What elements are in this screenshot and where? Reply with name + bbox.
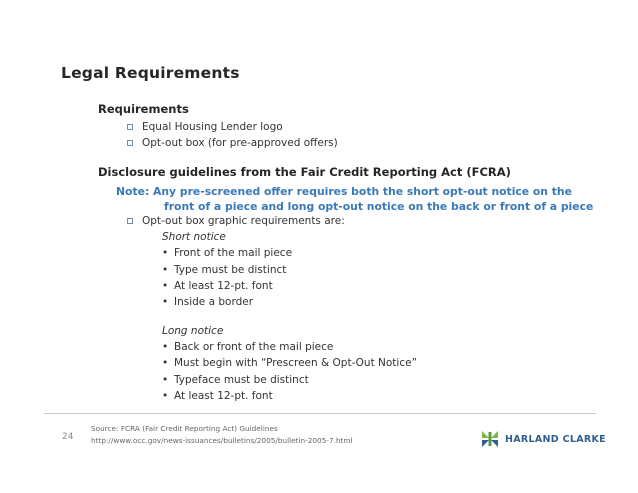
list-item-text: Equal Housing Lender logo (142, 121, 283, 133)
long-notice-label: Long notice (162, 325, 224, 337)
square-bullet-icon (127, 140, 133, 146)
square-bullet-icon (127, 218, 133, 224)
bullet-icon: • (162, 341, 169, 353)
short-notice-item: • Inside a border (162, 296, 254, 308)
list-item (127, 215, 345, 227)
bullet-icon: • (162, 296, 169, 308)
bullet-icon: • (162, 264, 169, 276)
footer-divider (44, 413, 596, 414)
harland-clarke-logo (480, 429, 606, 449)
bullet-icon: • (162, 374, 169, 386)
list-item-text: Opt-out box graphic requirements are: (142, 215, 345, 227)
long-notice-item: • Typeface must be distinct (162, 374, 309, 386)
disclosure-heading: Disclosure guidelines from the Fair Credit Reporting Act (FCRA) (98, 165, 511, 179)
list-item (127, 137, 338, 149)
long-notice-item: • At least 12-pt. font (162, 390, 273, 402)
short-notice-item: • Front of the mail piece (162, 247, 293, 259)
bullet-icon: • (162, 390, 169, 402)
harland-clarke-logo-icon (480, 429, 500, 449)
logo-text: HARLAND CLARKE (505, 433, 606, 445)
list-item (127, 121, 283, 133)
long-notice-item: • Must begin with “Prescreen & Opt-Out Notice” (162, 357, 418, 369)
source-url: http://www.occ.gov/news-issuances/bulletins/2005/bulletin-2005-7.html (91, 436, 353, 445)
list-item-text: Opt-out box (for pre-approved offers) (142, 137, 338, 149)
bullet-icon: • (162, 357, 169, 369)
short-notice-label: Short notice (162, 231, 226, 243)
long-notice-item: • Back or front of the mail piece (162, 341, 334, 353)
requirements-heading: Requirements (98, 102, 189, 116)
note-line-1: Note: Any pre-screened offer requires both the short opt-out notice on the (116, 185, 572, 198)
source-line: Source: FCRA (Fair Credit Reporting Act) Guidelines (91, 424, 278, 433)
slide-title: Legal Requirements (61, 64, 240, 82)
short-notice-item: • Type must be distinct (162, 264, 287, 276)
bullet-icon: • (162, 280, 169, 292)
note-line-2: front of a piece and long opt-out notice on the back or front of a piece (164, 200, 594, 213)
short-notice-item: • At least 12-pt. font (162, 280, 273, 292)
page-number: 24 (62, 432, 74, 442)
bullet-icon: • (162, 247, 169, 259)
square-bullet-icon (127, 124, 133, 130)
